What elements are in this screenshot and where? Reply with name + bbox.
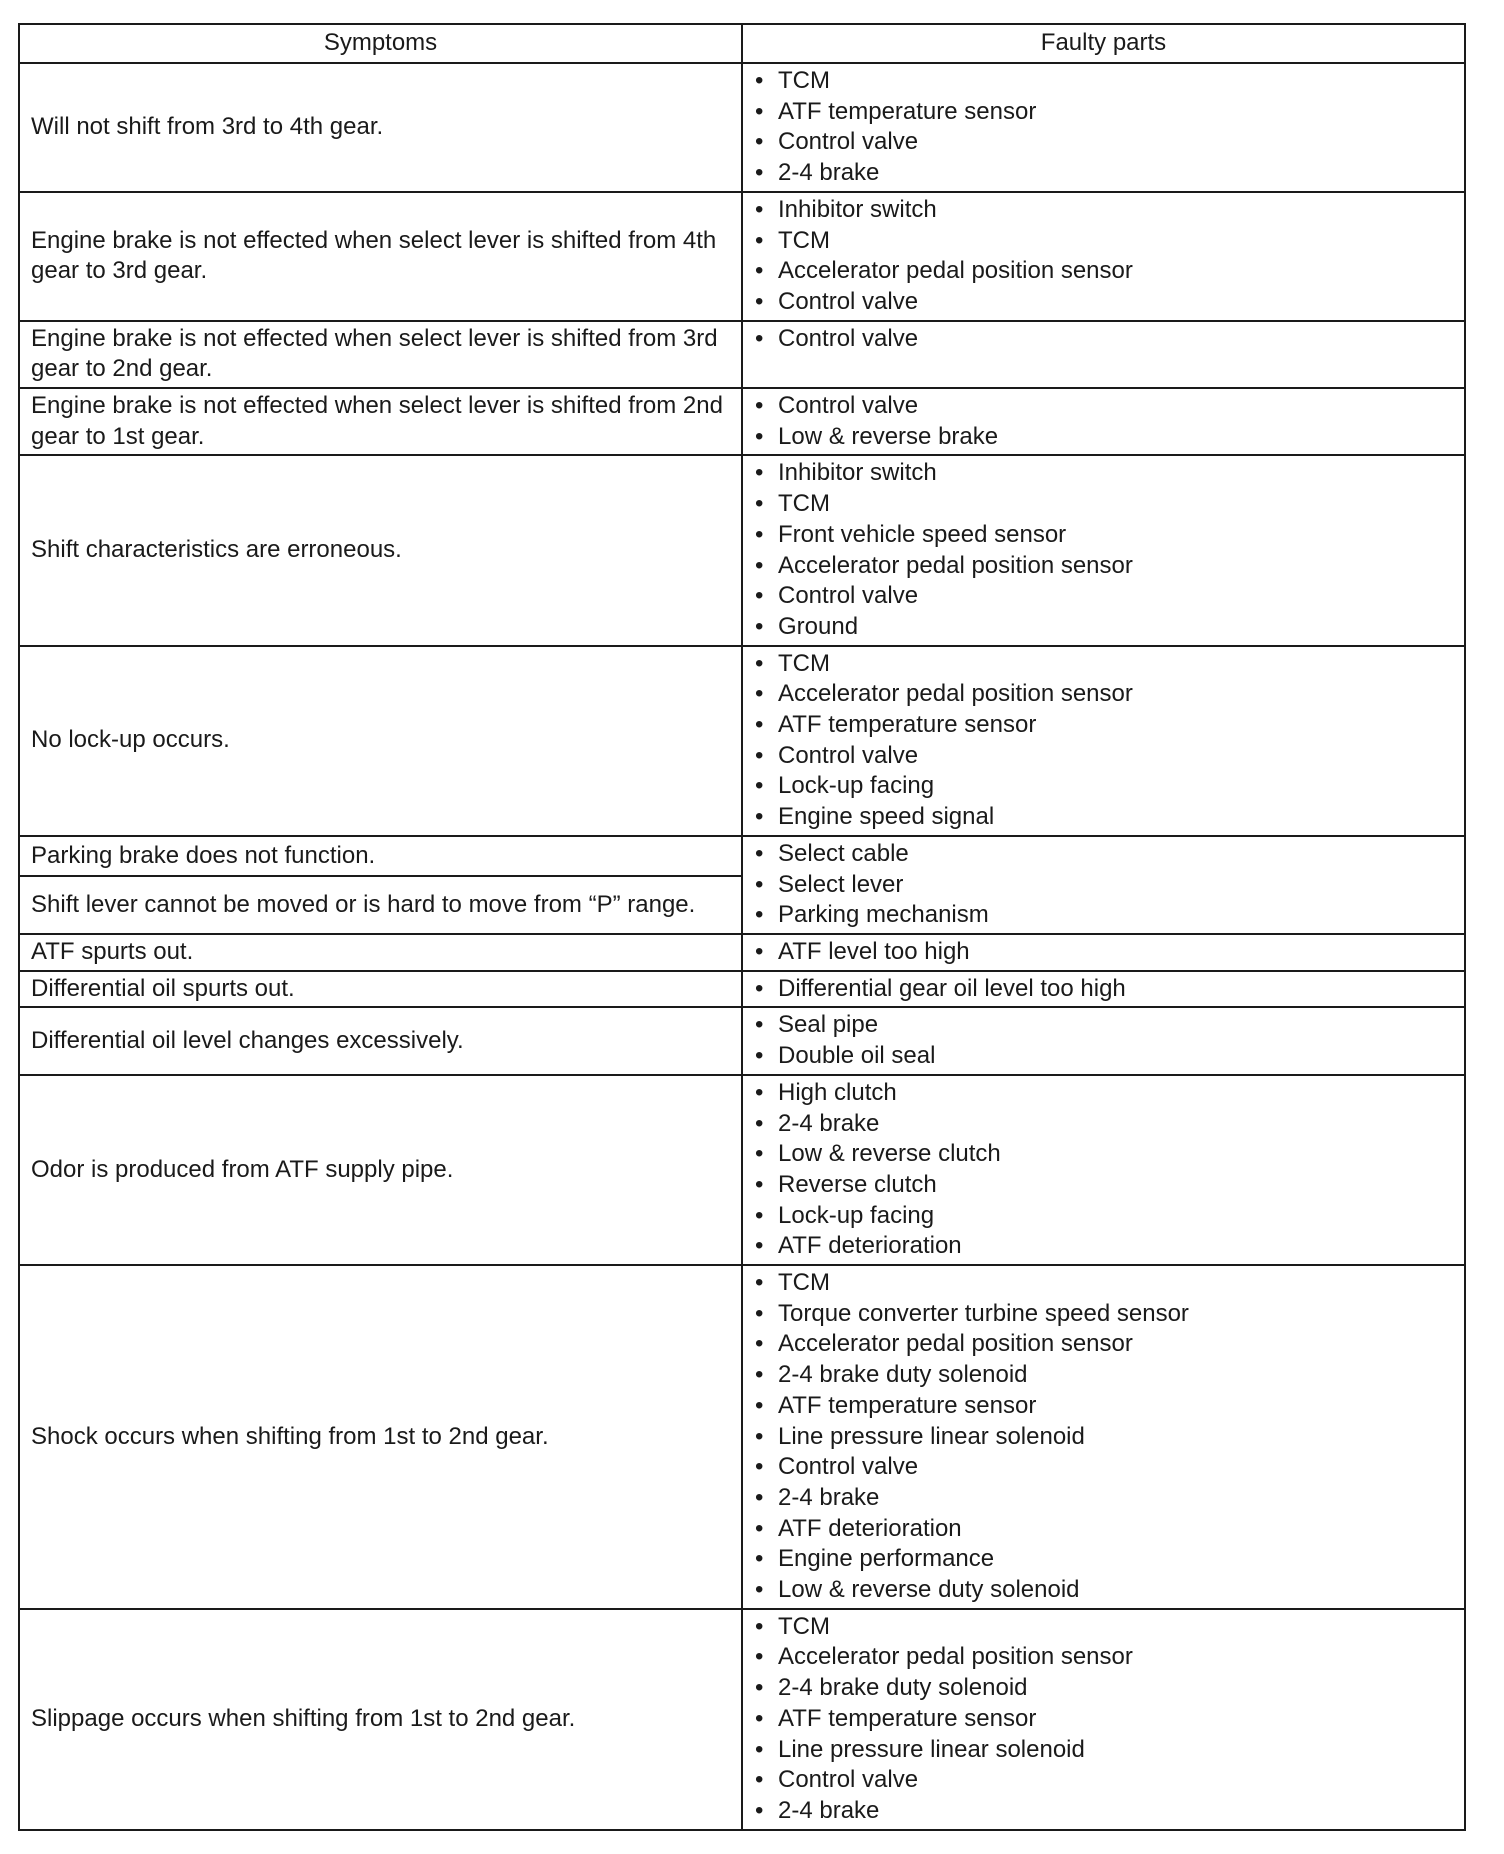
faulty-part-item: • Low & reverse clutch bbox=[754, 1139, 1453, 1170]
faulty-part-item: • Lock-up facing bbox=[754, 1201, 1453, 1232]
faulty-part-item: • ATF level too high bbox=[754, 937, 1453, 968]
faulty-part-item: • Line pressure linear solenoid bbox=[754, 1735, 1453, 1766]
faulty-parts-cell bbox=[742, 971, 1465, 1008]
faulty-part-item: • 2-4 brake bbox=[754, 158, 1453, 189]
faulty-parts-cell bbox=[742, 321, 1465, 388]
faulty-part-item: • TCM bbox=[754, 226, 1453, 257]
faulty-parts-list bbox=[754, 937, 1453, 968]
faulty-part-item: • ATF temperature sensor bbox=[754, 97, 1453, 128]
faulty-parts-header: Faulty parts bbox=[742, 24, 1465, 63]
symptom-cell: Odor is produced from ATF supply pipe. bbox=[19, 1075, 742, 1265]
faulty-part-item: • Differential gear oil level too high bbox=[754, 974, 1453, 1005]
table-row bbox=[19, 455, 1465, 645]
faulty-part-item: • Select cable bbox=[754, 839, 1453, 870]
table-row bbox=[19, 971, 1465, 1008]
symptom-cell: Engine brake is not effected when select lever is shifted from 3rd gear to 2nd gear. bbox=[19, 321, 742, 388]
faulty-part-item: • Accelerator pedal position sensor bbox=[754, 1329, 1453, 1360]
faulty-part-item: • Control valve bbox=[754, 391, 1453, 422]
table-row bbox=[19, 388, 1465, 455]
faulty-part-item: • Ground bbox=[754, 612, 1453, 643]
faulty-part-item: • Inhibitor switch bbox=[754, 458, 1453, 489]
faulty-part-item: • 2-4 brake duty solenoid bbox=[754, 1360, 1453, 1391]
faulty-parts-list bbox=[754, 1078, 1453, 1262]
table-row bbox=[19, 192, 1465, 321]
faulty-part-item: • Control valve bbox=[754, 324, 1453, 355]
faulty-parts-cell bbox=[742, 1265, 1465, 1609]
symptom-cell: Shock occurs when shifting from 1st to 2nd gear. bbox=[19, 1265, 742, 1609]
symptom-cell: No lock-up occurs. bbox=[19, 646, 742, 836]
faulty-part-item: • Low & reverse duty solenoid bbox=[754, 1575, 1453, 1606]
faulty-part-item: • Accelerator pedal position sensor bbox=[754, 256, 1453, 287]
table-row bbox=[19, 1075, 1465, 1265]
faulty-part-item: • Front vehicle speed sensor bbox=[754, 520, 1453, 551]
faulty-part-item: • ATF temperature sensor bbox=[754, 1704, 1453, 1735]
faulty-parts-cell bbox=[742, 63, 1465, 192]
faulty-part-item: • Engine speed signal bbox=[754, 802, 1453, 833]
symptom-cell: Differential oil spurts out. bbox=[19, 971, 742, 1008]
faulty-part-item: • Line pressure linear solenoid bbox=[754, 1422, 1453, 1453]
faulty-parts-cell bbox=[742, 1609, 1465, 1830]
table-row bbox=[19, 646, 1465, 836]
faulty-part-item: • TCM bbox=[754, 649, 1453, 680]
faulty-parts-cell bbox=[742, 934, 1465, 971]
symptom-cell: ATF spurts out. bbox=[19, 934, 742, 971]
faulty-part-item: • TCM bbox=[754, 1268, 1453, 1299]
faulty-parts-cell bbox=[742, 1007, 1465, 1074]
faulty-part-item: • Select lever bbox=[754, 870, 1453, 901]
faulty-parts-list bbox=[754, 1010, 1453, 1071]
faulty-parts-list bbox=[754, 458, 1453, 642]
faulty-parts-list bbox=[754, 839, 1453, 931]
table-row bbox=[19, 1007, 1465, 1074]
faulty-parts-list bbox=[754, 1612, 1453, 1827]
symptom-cell: Will not shift from 3rd to 4th gear. bbox=[19, 63, 742, 192]
faulty-parts-cell bbox=[742, 836, 1465, 934]
faulty-part-item: • Seal pipe bbox=[754, 1010, 1453, 1041]
faulty-part-item: • Torque converter turbine speed sensor bbox=[754, 1299, 1453, 1330]
faulty-part-item: • Parking mechanism bbox=[754, 900, 1453, 931]
table-row bbox=[19, 63, 1465, 192]
faulty-part-item: • 2-4 brake bbox=[754, 1483, 1453, 1514]
faulty-part-item: • Control valve bbox=[754, 1452, 1453, 1483]
faulty-part-item: • Control valve bbox=[754, 581, 1453, 612]
table-body bbox=[19, 63, 1465, 1830]
faulty-part-item: • ATF deterioration bbox=[754, 1231, 1453, 1262]
header-row bbox=[19, 24, 1465, 63]
table-row bbox=[19, 836, 1465, 876]
faulty-part-item: • TCM bbox=[754, 1612, 1453, 1643]
table-row bbox=[19, 934, 1465, 971]
faulty-part-item: • Accelerator pedal position sensor bbox=[754, 551, 1453, 582]
faulty-part-item: • Control valve bbox=[754, 1765, 1453, 1796]
faulty-part-item: • Inhibitor switch bbox=[754, 195, 1453, 226]
table-row bbox=[19, 321, 1465, 388]
faulty-parts-list bbox=[754, 649, 1453, 833]
faulty-parts-cell bbox=[742, 455, 1465, 645]
symptom-cell: Engine brake is not effected when select lever is shifted from 4th gear to 3rd gear. bbox=[19, 192, 742, 321]
table-row bbox=[19, 1609, 1465, 1830]
faulty-part-item: • 2-4 brake bbox=[754, 1109, 1453, 1140]
faulty-parts-cell bbox=[742, 646, 1465, 836]
faulty-part-item: • Reverse clutch bbox=[754, 1170, 1453, 1201]
faulty-part-item: • ATF temperature sensor bbox=[754, 710, 1453, 741]
faulty-part-item: • High clutch bbox=[754, 1078, 1453, 1109]
faulty-parts-list bbox=[754, 66, 1453, 189]
faulty-part-item: • Control valve bbox=[754, 741, 1453, 772]
faulty-parts-cell bbox=[742, 388, 1465, 455]
table-row bbox=[19, 1265, 1465, 1609]
faulty-parts-list bbox=[754, 391, 1453, 452]
symptom-cell: Differential oil level changes excessively. bbox=[19, 1007, 742, 1074]
diagnosis-table bbox=[18, 23, 1466, 1831]
faulty-part-item: • Accelerator pedal position sensor bbox=[754, 679, 1453, 710]
symptom-cell: Shift characteristics are erroneous. bbox=[19, 455, 742, 645]
faulty-part-item: • Control valve bbox=[754, 287, 1453, 318]
faulty-part-item: • TCM bbox=[754, 66, 1453, 97]
faulty-part-item: • 2-4 brake bbox=[754, 1796, 1453, 1827]
faulty-part-item: • Double oil seal bbox=[754, 1041, 1453, 1072]
faulty-parts-list bbox=[754, 324, 1453, 355]
symptom-cell: Parking brake does not function. bbox=[19, 836, 742, 876]
faulty-part-item: • TCM bbox=[754, 489, 1453, 520]
faulty-part-item: • Accelerator pedal position sensor bbox=[754, 1642, 1453, 1673]
faulty-parts-list bbox=[754, 195, 1453, 318]
symptoms-header: Symptoms bbox=[19, 24, 742, 63]
faulty-part-item: • Lock-up facing bbox=[754, 771, 1453, 802]
faulty-part-item: • Low & reverse brake bbox=[754, 422, 1453, 453]
faulty-part-item: • ATF deterioration bbox=[754, 1514, 1453, 1545]
symptom-cell: Engine brake is not effected when select lever is shifted from 2nd gear to 1st gear. bbox=[19, 388, 742, 455]
symptom-cell: Slippage occurs when shifting from 1st to 2nd gear. bbox=[19, 1609, 742, 1830]
symptom-cell: Shift lever cannot be moved or is hard to move from “P” range. bbox=[19, 876, 742, 934]
faulty-parts-list bbox=[754, 974, 1453, 1005]
faulty-parts-list bbox=[754, 1268, 1453, 1606]
faulty-part-item: • Control valve bbox=[754, 127, 1453, 158]
faulty-parts-cell bbox=[742, 192, 1465, 321]
faulty-parts-cell bbox=[742, 1075, 1465, 1265]
faulty-part-item: • ATF temperature sensor bbox=[754, 1391, 1453, 1422]
faulty-part-item: • 2-4 brake duty solenoid bbox=[754, 1673, 1453, 1704]
faulty-part-item: • Engine performance bbox=[754, 1544, 1453, 1575]
